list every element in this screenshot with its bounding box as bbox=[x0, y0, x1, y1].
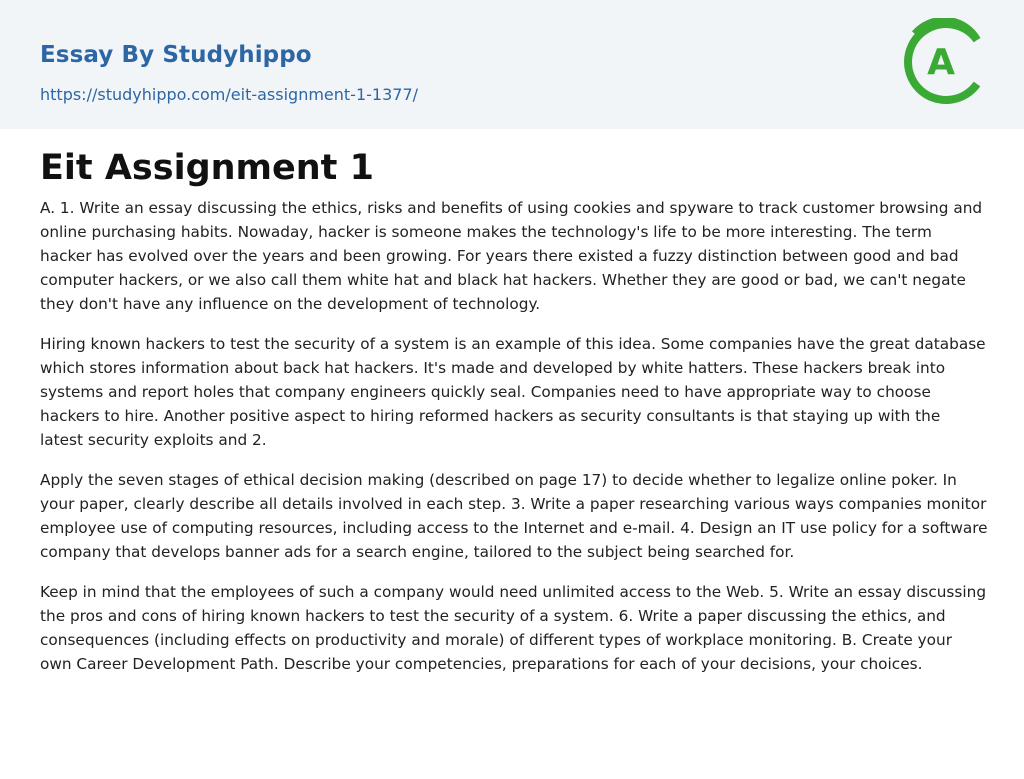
page-url-link[interactable]: https://studyhippo.com/eit-assignment-1-1377/ bbox=[40, 85, 419, 104]
article-paragraph: Keep in mind that the employees of such a company would need unlimited access to the Web. 5. Write an essay discussing the pros and cons of hiring known hackers to test the security of a system. 6. Write a paper discussing the ethics, and consequences (including effects on productivity and morale) of different types of workplace monitoring. B. Create your own Career Development Path. Describe your competencies, preparations for each of your decisions, your choices. bbox=[40, 583, 987, 673]
article-paragraph: Hiring known hackers to test the security of a system is an example of this idea. Some companies have the great database which stores information about back hat hackers. It's made and developed by white hatters. These hackers break into systems and report holes that company engineers quickly seal. Companies need to have appropriate way to choose hackers to hire. Another positive aspect to hiring reformed hackers as security consultants is that staying up with the latest security exploits and 2. bbox=[40, 335, 986, 449]
studyhippo-logo-icon[interactable] bbox=[903, 18, 987, 106]
site-brand[interactable]: Essay By Studyhippo bbox=[40, 42, 312, 68]
article bbox=[40, 146, 988, 692]
site-header bbox=[0, 0, 1024, 129]
article-paragraph: Apply the seven stages of ethical decision making (described on page 17) to decide whether to legalize online poker. In your paper, clearly describe all details involved in each step. 3. Write a paper researching various ways companies monitor employee use of computing resources, including access to the Internet and e-mail. 4. Design an IT use policy for a software company that develops banner ads for a search engine, tailored to the subject being searched for. bbox=[40, 471, 988, 561]
article-paragraph: A. 1. Write an essay discussing the ethics, risks and benefits of using cookies and spyware to track customer browsing and online purchasing habits. Nowaday, hacker is someone makes the technology's life to be more interesting. The term hacker has evolved over the years and been growing. For years there existed a fuzzy distinction between good and bad computer hackers, or we also call them white hat and black hat hackers. Whether they are good or bad, we can't negate they don't have any influence on the development of technology. bbox=[40, 199, 983, 313]
page-title: Eit Assignment 1 bbox=[40, 148, 374, 188]
logo-letter: A bbox=[927, 42, 955, 83]
